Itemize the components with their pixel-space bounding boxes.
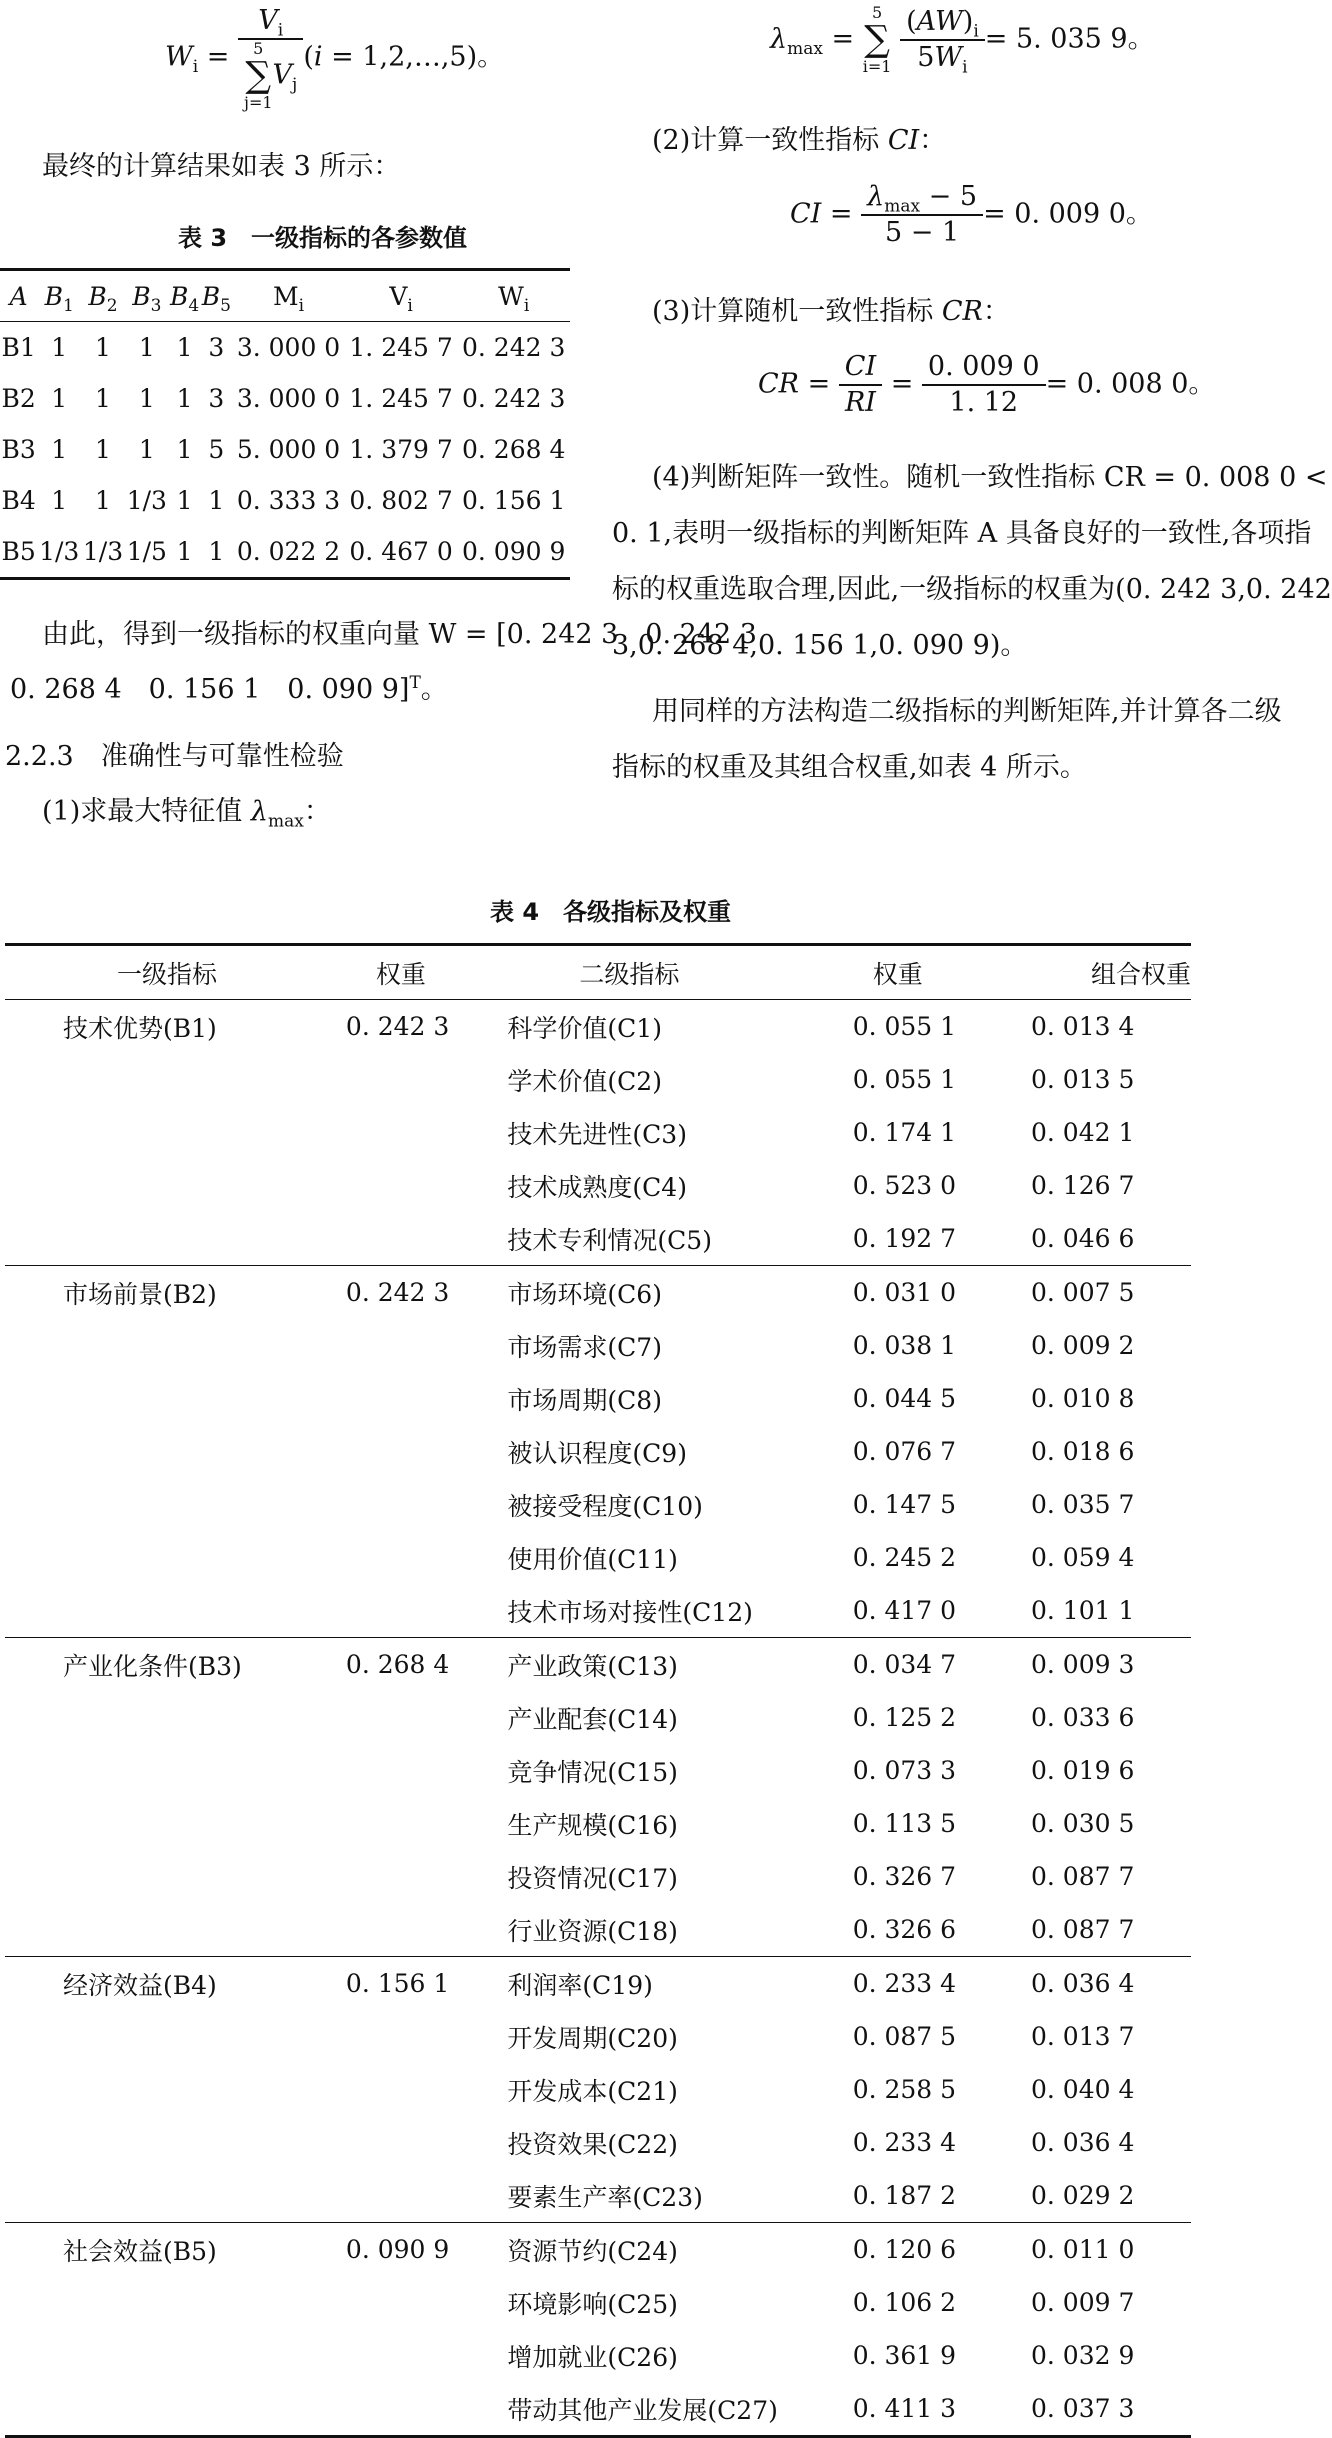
level1-name: 经济效益(B4) <box>5 1957 346 2011</box>
level1-weight-empty <box>346 2276 507 2329</box>
level1-weight-empty <box>346 2169 507 2223</box>
step2-text: (2)计算一致性指标 <box>652 125 880 156</box>
table3-cell-b4: 1 <box>176 333 193 362</box>
level2-name: 产业配套(C14) <box>507 1704 678 1734</box>
para4-line3: 标的权重选取合理,因此,一级指标的权重为(0. 242 3,0. 242 <box>612 574 1332 605</box>
combined-weight: 0. 013 4 <box>1030 1012 1135 1041</box>
level2-name: 使用价值(C11) <box>507 1544 678 1574</box>
table4-row <box>5 1850 1191 1903</box>
table3-cell-b1: 1 <box>51 486 68 515</box>
table3-row <box>0 424 570 475</box>
table3-cell-b5: 3 <box>208 333 225 362</box>
level1-empty <box>5 2329 346 2382</box>
table4-header-row <box>5 945 1191 1000</box>
level2-weight: 0. 125 2 <box>852 1703 957 1732</box>
table3-cell-b4: 1 <box>176 486 193 515</box>
table3-cell-label: B1 <box>1 333 36 362</box>
section-heading: 2.2.3 准确性与可靠性检验 <box>5 741 344 772</box>
table3-caption: 表 3 一级指标的各参数值 <box>178 224 468 252</box>
table4-row <box>5 1000 1191 1054</box>
level1-empty <box>5 2116 346 2169</box>
table4-row <box>5 1584 1191 1638</box>
table4-row <box>5 1106 1191 1159</box>
header-vi: $V_i$ <box>389 281 413 316</box>
table3-cell-w: 0. 156 1 <box>461 486 566 515</box>
level2-name: 利润率(C19) <box>507 1957 852 2011</box>
level2-weight: 0. 055 1 <box>852 1012 957 1041</box>
level1-empty <box>5 2382 346 2437</box>
combined-weight: 0. 011 0 <box>1031 2223 1191 2277</box>
table4-row <box>5 2116 1191 2169</box>
table4-row <box>5 2382 1191 2437</box>
level1-empty <box>5 1850 346 1903</box>
table3-cell-v: 1. 245 7 <box>349 333 453 362</box>
level1-weight-empty <box>346 1372 507 1425</box>
level1-name: 产业化条件(B3) <box>5 1638 346 1692</box>
table4-row <box>5 1212 1191 1266</box>
para5-line1: 用同样的方法构造二级指标的判断矩阵,并计算各二级 <box>652 696 1282 727</box>
level2-weight: 0. 233 4 <box>852 2128 957 2157</box>
level1-weight-empty <box>346 1319 507 1372</box>
step1-text: (1)求最大特征值 <box>42 796 243 827</box>
level2-weight: 0. 087 5 <box>852 2022 957 2051</box>
combined-weight: 0. 013 7 <box>1030 2022 1135 2051</box>
table4-row <box>5 1425 1191 1478</box>
ci-result: = 0. 009 0。 <box>983 198 1153 230</box>
table3-cell-label: B4 <box>1 486 36 515</box>
table3-cell-m: 0. 022 2 <box>236 537 341 566</box>
header-b4: $B_4$ <box>169 281 200 316</box>
level1-empty <box>5 1903 346 1957</box>
level2-name: 技术成熟度(C4) <box>507 1172 687 1202</box>
level2-weight: 0. 523 0 <box>852 1171 957 1200</box>
formula-lambda: $\lambda_{max} = 5$ ∑ i=1 $\frac{(AW)_i}{5W_i}$ = 5. 035 9。 <box>770 3 1155 78</box>
table4-row <box>5 1478 1191 1531</box>
table3 <box>0 268 570 580</box>
combined-weight: 0. 029 2 <box>1030 2181 1135 2210</box>
level1-weight-empty <box>346 1850 507 1903</box>
table3-cell-w: 0. 242 3 <box>461 333 566 362</box>
table4-row <box>5 2223 1191 2277</box>
level1-weight-empty <box>346 2382 507 2437</box>
table4 <box>5 943 1191 2438</box>
level2-name: 行业资源(C18) <box>507 1916 678 1946</box>
table3-cell-label: B5 <box>1 537 36 566</box>
table4-row <box>5 1957 1191 2011</box>
step3-text: (3)计算随机一致性指标 <box>652 296 934 327</box>
table3-cell-w: 0. 242 3 <box>461 384 566 413</box>
level1-empty <box>5 1584 346 1638</box>
combined-weight: 0. 042 1 <box>1030 1118 1135 1147</box>
level1-weight: 0. 090 9 <box>346 2223 507 2277</box>
combined-weight: 0. 013 5 <box>1030 1065 1135 1094</box>
level1-empty <box>5 1159 346 1212</box>
level1-weight-empty <box>346 2329 507 2382</box>
level2-weight: 0. 147 5 <box>852 1490 957 1519</box>
level2-name: 增加就业(C26) <box>507 2342 678 2372</box>
table3-cell-b3: 1 <box>138 384 155 413</box>
combined-weight: 0. 040 4 <box>1030 2075 1135 2104</box>
level1-weight-empty <box>346 1212 507 1266</box>
combined-weight: 0. 010 8 <box>1030 1384 1135 1413</box>
weight-vector-line1: W = [0. 242 3 0. 242 3 <box>428 619 757 650</box>
level1-weight: 0. 268 4 <box>346 1638 507 1692</box>
step2: (2)计算一致性指标 CI： <box>652 125 947 156</box>
table3-row <box>0 526 570 579</box>
combined-weight: 0. 059 4 <box>1030 1543 1135 1572</box>
table4-row <box>5 1797 1191 1850</box>
result-text-1: 由此，得到一级指标的权重向量 <box>42 619 420 650</box>
level2-name: 技术先进性(C3) <box>507 1119 687 1149</box>
table3-cell-label: B3 <box>1 435 36 464</box>
table3-cell-b2: 1 <box>95 486 111 515</box>
table4-row <box>5 2063 1191 2116</box>
table3-cell-b1: 1 <box>51 333 68 362</box>
header-b2: $B_2$ <box>88 281 118 316</box>
combined-weight: 0. 087 7 <box>1030 1915 1135 1944</box>
level2-name: 要素生产率(C23) <box>507 2182 703 2212</box>
combined-weight: 0. 036 4 <box>1031 1957 1191 2011</box>
header-level2: 二级指标 <box>579 959 680 989</box>
level2-name: 学术价值(C2) <box>507 1066 662 1096</box>
table3-cell-v: 1. 379 7 <box>349 435 453 464</box>
level2-weight: 0. 073 3 <box>852 1756 957 1785</box>
level1-empty <box>5 1106 346 1159</box>
level1-weight-empty <box>346 2010 507 2063</box>
table4-row <box>5 1053 1191 1106</box>
level1-name: 技术优势(B1) <box>63 1013 217 1043</box>
level1-weight-empty <box>346 1159 507 1212</box>
level1-weight-empty <box>346 1584 507 1638</box>
level2-weight: 0. 174 1 <box>852 1118 957 1147</box>
table3-cell-b2: 1 <box>95 435 111 464</box>
level1-weight: 0. 242 3 <box>346 1266 507 1320</box>
level1-weight-empty <box>346 1744 507 1797</box>
table3-header-row <box>0 270 570 322</box>
level1-weight-empty <box>346 2063 507 2116</box>
table3-cell-b4: 1 <box>176 435 193 464</box>
level1-name: 市场前景(B2) <box>5 1266 346 1320</box>
level1-weight-empty <box>346 1531 507 1584</box>
level1-empty <box>5 1372 346 1425</box>
table3-cell-b1: 1/3 <box>39 537 80 566</box>
header-wi: $W_i$ <box>498 281 530 316</box>
level1-empty <box>5 2063 346 2116</box>
level2-name: 投资效果(C22) <box>507 2129 678 2159</box>
intro-table3: 最终的计算结果如表 3 所示： <box>42 151 401 182</box>
level2-weight: 0. 417 0 <box>852 1596 957 1625</box>
table3-cell-b4: 1 <box>176 537 193 566</box>
table3-cell-m: 0. 333 3 <box>236 486 341 515</box>
step1: (1)求最大特征值 $\lambda_{max}$： <box>42 796 331 832</box>
cr-num: 0. 009 0 <box>922 350 1046 386</box>
level2-weight: 0. 034 7 <box>853 1638 1031 1692</box>
level2-weight: 0. 411 3 <box>853 2382 1031 2437</box>
level1-empty <box>5 1212 346 1266</box>
table3-cell-v: 0. 467 0 <box>349 537 453 566</box>
combined-weight: 0. 046 6 <box>1030 1224 1135 1253</box>
level2-weight: 0. 044 5 <box>852 1384 957 1413</box>
table3-cell-b5: 1 <box>208 486 225 515</box>
table4-row <box>5 1903 1191 1957</box>
level2-weight: 0. 031 0 <box>853 1266 1031 1320</box>
header-level1-weight: 权重 <box>375 959 426 989</box>
level2-weight: 0. 113 5 <box>852 1809 957 1838</box>
level2-weight: 0. 245 2 <box>852 1543 957 1572</box>
level2-weight: 0. 055 1 <box>852 1065 957 1094</box>
level2-name: 市场需求(C7) <box>507 1332 662 1362</box>
table4-row <box>5 1319 1191 1372</box>
level2-weight: 0. 120 6 <box>853 2223 1031 2277</box>
level2-name: 环境影响(C25) <box>507 2289 678 2319</box>
table3-cell-v: 0. 802 7 <box>349 486 453 515</box>
level1-weight-empty <box>346 2116 507 2169</box>
level1-empty <box>5 1053 346 1106</box>
level1-empty <box>5 1744 346 1797</box>
table3-row <box>0 373 570 424</box>
table3-cell-b3: 1/3 <box>126 486 167 515</box>
level2-name: 市场周期(C8) <box>507 1385 662 1415</box>
table3-cell-b3: 1/5 <box>126 537 167 566</box>
step3: (3)计算随机一致性指标 CR： <box>652 296 1010 327</box>
table4-row <box>5 2329 1191 2382</box>
table3-cell-b5: 5 <box>208 435 225 464</box>
cr-den: 1. 12 <box>949 387 1019 418</box>
level2-name: 被认识程度(C9) <box>507 1438 687 1468</box>
level1-name: 社会效益(B5) <box>5 2223 346 2277</box>
level2-weight: 0. 361 9 <box>852 2341 957 2370</box>
header-a: A <box>9 281 28 311</box>
level2-name: 科学价值(C1) <box>507 1013 662 1043</box>
para4-line2: 0. 1,表明一级指标的判断矩阵 A 具备良好的一致性,各项指 <box>612 518 1312 549</box>
combined-weight: 0. 019 6 <box>1030 1756 1135 1785</box>
combined-weight: 0. 126 7 <box>1030 1171 1135 1200</box>
table3-cell-w: 0. 268 4 <box>461 435 566 464</box>
table4-row <box>5 1372 1191 1425</box>
level1-empty <box>5 2169 346 2223</box>
level1-weight-empty <box>346 1478 507 1531</box>
level2-weight: 0. 187 2 <box>852 2181 957 2210</box>
level2-weight: 0. 076 7 <box>852 1437 957 1466</box>
combined-weight: 0. 101 1 <box>1030 1596 1135 1625</box>
table4-row <box>5 1159 1191 1212</box>
table3-cell-m: 3. 000 0 <box>236 333 341 362</box>
level1-empty <box>5 1478 346 1531</box>
combined-weight: 0. 087 7 <box>1030 1862 1135 1891</box>
table4-row <box>5 1531 1191 1584</box>
level2-name: 技术市场对接性(C12) <box>507 1597 753 1627</box>
table3-cell-w: 0. 090 9 <box>461 537 566 566</box>
level2-weight: 0. 233 4 <box>853 1957 1031 2011</box>
level1-empty <box>5 1797 346 1850</box>
header-level2-weight: 权重 <box>872 959 923 989</box>
table3-cell-m: 3. 000 0 <box>236 384 341 413</box>
para4-line1: (4)判断矩阵一致性。随机一致性指标 CR = 0. 008 0 < <box>652 462 1328 493</box>
table3-cell-b3: 1 <box>138 435 155 464</box>
level1-empty <box>5 2276 346 2329</box>
weight-vector-line2-wrap: 0. 268 4 0. 156 1 0. 090 9]$^T$。 <box>10 673 448 705</box>
table4-row <box>5 2010 1191 2063</box>
header-b1: $B_1$ <box>44 281 74 316</box>
level1-weight-empty <box>346 1425 507 1478</box>
level1-empty <box>5 1425 346 1478</box>
table4-row <box>5 1744 1191 1797</box>
level2-name: 开发周期(C20) <box>507 2023 678 2053</box>
level2-name: 被接受程度(C10) <box>507 1491 703 1521</box>
level2-name: 开发成本(C21) <box>507 2076 678 2106</box>
combined-weight: 0. 035 7 <box>1030 1490 1135 1519</box>
table3-cell-b5: 3 <box>208 384 225 413</box>
table4-row <box>5 2276 1191 2329</box>
table3-cell-v: 1. 245 7 <box>349 384 453 413</box>
header-b5: $B_5$ <box>201 281 231 316</box>
combined-weight: 0. 009 3 <box>1031 1638 1191 1692</box>
level2-name: 资源节约(C24) <box>507 2223 852 2277</box>
level2-name: 技术专利情况(C5) <box>507 1225 712 1255</box>
table3-cell-b2: 1 <box>95 333 111 362</box>
table4-caption: 表 4 各级指标及权重 <box>490 898 732 926</box>
level2-name: 市场环境(C6) <box>507 1266 852 1320</box>
table4-row <box>5 1691 1191 1744</box>
combined-weight: 0. 030 5 <box>1030 1809 1135 1838</box>
lambda-result: = 5. 035 9。 <box>984 23 1155 55</box>
header-level1: 一级指标 <box>117 959 218 989</box>
table3-cell-b5: 1 <box>208 537 225 566</box>
level2-name: 生产规模(C16) <box>507 1810 678 1840</box>
level1-weight-empty <box>346 1903 507 1957</box>
table3-cell-b1: 1 <box>51 435 68 464</box>
weight-vector-line2: 0. 268 4 0. 156 1 0. 090 9] <box>10 674 410 705</box>
level1-weight-empty <box>346 1797 507 1850</box>
level2-weight: 0. 192 7 <box>852 1224 957 1253</box>
table3-cell-b2: 1 <box>95 384 111 413</box>
level1-weight-empty <box>346 1106 507 1159</box>
table3-cell-b2: 1/3 <box>82 537 124 566</box>
combined-weight: 0. 018 6 <box>1030 1437 1135 1466</box>
level1-weight-empty <box>346 1691 507 1744</box>
combined-weight: 0. 009 2 <box>1030 1331 1135 1360</box>
cr-result: = 0. 008 0。 <box>1045 368 1216 400</box>
level2-weight: 0. 326 7 <box>852 1862 957 1891</box>
table3-cell-b1: 1 <box>51 384 68 413</box>
level1-empty <box>5 1531 346 1584</box>
level1-weight: 0. 156 1 <box>346 1957 507 2011</box>
level2-name: 竞争情况(C15) <box>507 1757 678 1787</box>
combined-weight: 0. 009 7 <box>1030 2288 1135 2317</box>
level2-name: 带动其他产业发展(C27) <box>507 2382 852 2437</box>
para4-line4: 3,0. 268 4,0. 156 1,0. 090 9)。 <box>612 630 1028 661</box>
combined-weight: 0. 007 5 <box>1031 1266 1191 1320</box>
formula-cr: CR = $\frac{CI}{RI}$ = $\frac{0. 009 0}{1. 12}$ = 0. 008 0。 <box>758 351 1216 418</box>
level2-weight: 0. 038 1 <box>852 1331 957 1360</box>
level1-empty <box>5 1691 346 1744</box>
level1-empty <box>5 2010 346 2063</box>
level2-name: 产业政策(C13) <box>507 1638 852 1692</box>
level2-name: 投资情况(C17) <box>507 1863 678 1893</box>
table3-cell-b4: 1 <box>176 384 193 413</box>
level2-weight: 0. 326 6 <box>852 1915 957 1944</box>
level2-weight: 0. 106 2 <box>852 2288 957 2317</box>
table4-row <box>5 2169 1191 2223</box>
table3-cell-b3: 1 <box>138 333 155 362</box>
header-b3: $B_3$ <box>132 281 162 316</box>
table3-row <box>0 475 570 526</box>
combined-weight: 0. 037 3 <box>1031 2382 1191 2437</box>
header-mi: $M_i$ <box>273 281 305 316</box>
table3-row <box>0 322 570 374</box>
header-combined-weight: 组合权重 <box>1090 959 1191 989</box>
table4-row <box>5 1266 1191 1320</box>
table4-row <box>5 1638 1191 1692</box>
level2-weight: 0. 258 5 <box>852 2075 957 2104</box>
para5-line2: 指标的权重及其组合权重,如表 4 所示。 <box>612 752 1087 783</box>
formula-ci: CI = $\frac{\lambda_{max} - 5}{5 - 1}$ = 0. 009 0。 <box>790 181 1153 248</box>
formula-wi: $W_i$ = $V_i$ 5 ∑ $j=1V_j$ (i = 1,2,…,5)。 <box>165 5 505 112</box>
combined-weight: 0. 033 6 <box>1030 1703 1135 1732</box>
table3-cell-m: 5. 000 0 <box>236 435 341 464</box>
combined-weight: 0. 036 4 <box>1030 2128 1135 2157</box>
level1-weight: 0. 242 3 <box>345 1012 450 1041</box>
table3-cell-label: B2 <box>1 384 36 413</box>
level1-weight-empty <box>346 1053 507 1106</box>
combined-weight: 0. 032 9 <box>1030 2341 1135 2370</box>
level1-empty <box>5 1319 346 1372</box>
